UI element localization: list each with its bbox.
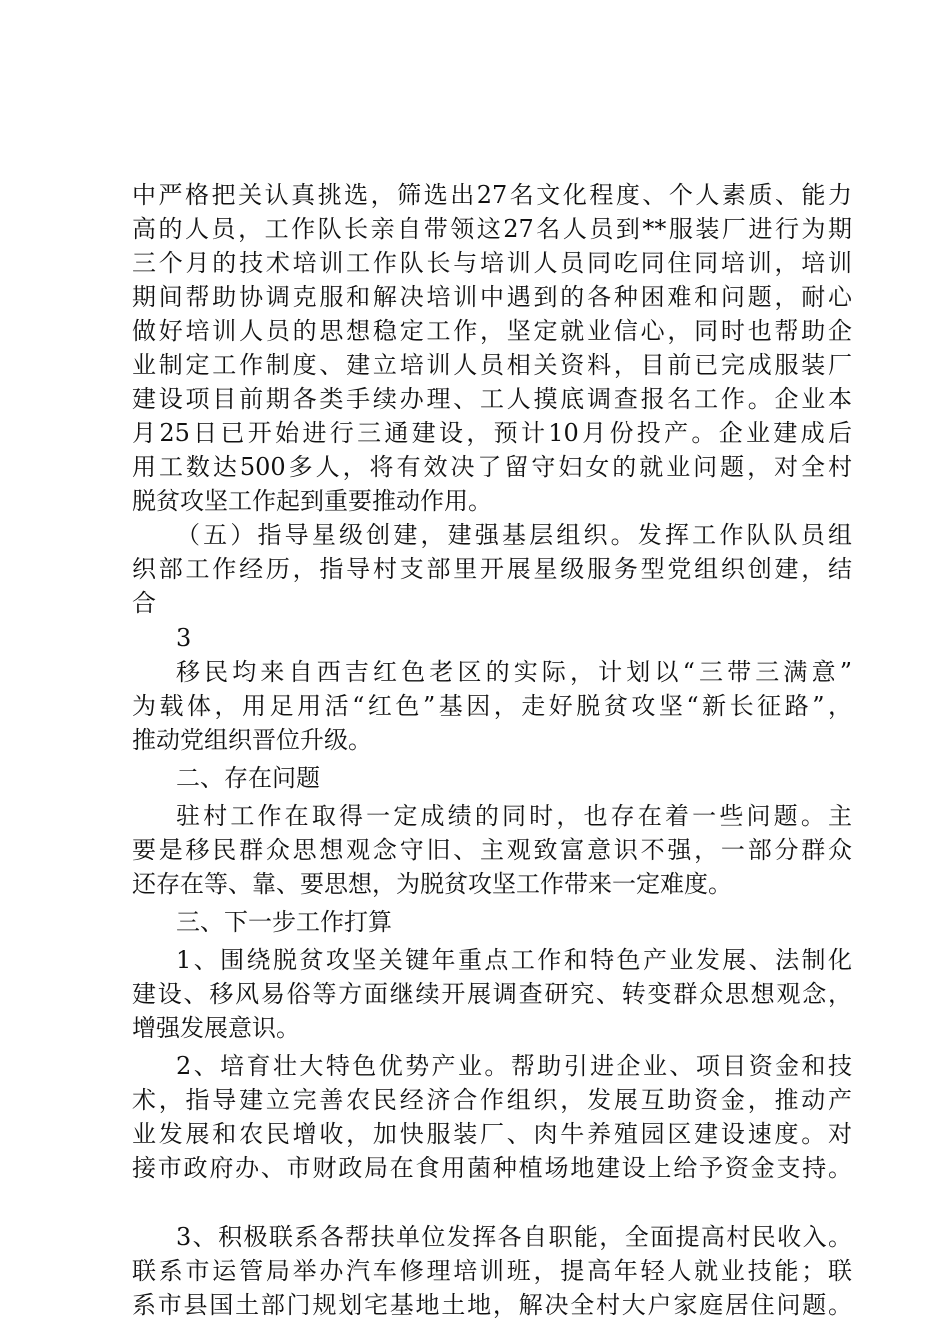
text-line: 1、围绕脱贫攻坚关键年重点工作和特色产业发展、法制化 (176, 946, 852, 974)
text-line: 为载体，用足用活“红色”基因，走好脱贫攻坚“新长征路”， (132, 692, 852, 720)
text-line: 系市县国土部门规划宅基地土地，解决全村大户家庭居住问题。 (132, 1291, 852, 1319)
text-line: 驻村工作在取得一定成绩的同时，也存在着一些问题。主 (176, 802, 852, 830)
text-line: 接市政府办、市财政局在食用菌种植场地建设上给予资金支持。 (132, 1154, 852, 1182)
page-number: 3 (176, 624, 192, 652)
text-line: 建设项目前期各类手续办理、工人摸底调查报名工作。企业本 (132, 385, 852, 413)
text-line: 3、积极联系各帮扶单位发挥各自职能，全面提高村民收入。 (176, 1223, 852, 1251)
text-line: 增强发展意识。 (132, 1014, 300, 1042)
text-line: 期间帮助协调克服和解决培训中遇到的各种困难和问题，耐心 (132, 283, 852, 311)
text-line: 三个月的技术培训工作队长与培训人员同吃同住同培训，培训 (132, 249, 852, 277)
text-line: 业发展和农民增收，加快服装厂、肉牛养殖园区建设速度。对 (132, 1120, 852, 1148)
text-line: 合 (132, 589, 156, 617)
text-line: 中严格把关认真挑选，筛选出27名文化程度、个人素质、能力 (132, 181, 852, 209)
text-line: 脱贫攻坚工作起到重要推动作用。 (132, 487, 492, 515)
text-line: 移民均来自西吉红色老区的实际，计划以“三带三满意” (176, 658, 852, 686)
text-line: 高的人员，工作队长亲自带领这27名人员到**服装厂进行为期 (132, 215, 852, 243)
text-line: 做好培训人员的思想稳定工作，坚定就业信心，同时也帮助企 (132, 317, 852, 345)
text-line: 建设、移风易俗等方面继续开展调查研究、转变群众思想观念， (132, 980, 852, 1008)
text-line: （五）指导星级创建，建强基层组织。发挥工作队队员组 (176, 521, 852, 549)
text-line: 术，指导建立完善农民经济合作组织，发展互助资金，推动产 (132, 1086, 852, 1114)
text-line: 月25日已开始进行三通建设，预计10月份投产。企业建成后 (132, 419, 852, 447)
text-line: 还存在等、靠、要思想，为脱贫攻坚工作带来一定难度。 (132, 870, 732, 898)
text-line: 推动党组织晋位升级。 (132, 726, 372, 754)
text-line: 2、培育壮大特色优势产业。帮助引进企业、项目资金和技 (176, 1052, 852, 1080)
text-line: 三、下一步工作打算 (176, 908, 392, 936)
text-line: 二、存在问题 (176, 764, 320, 792)
text-line: 业制定工作制度、建立培训人员相关资料，目前已完成服装厂 (132, 351, 852, 379)
text-line: 要是移民群众思想观念守旧、主观致富意识不强，一部分群众 (132, 836, 852, 864)
text-line: 织部工作经历，指导村支部里开展星级服务型党组织创建，结 (132, 555, 852, 583)
text-line: 用工数达500多人，将有效决了留守妇女的就业问题，对全村 (132, 453, 852, 481)
text-line: 联系市运管局举办汽车修理培训班，提高年轻人就业技能；联 (132, 1257, 852, 1285)
